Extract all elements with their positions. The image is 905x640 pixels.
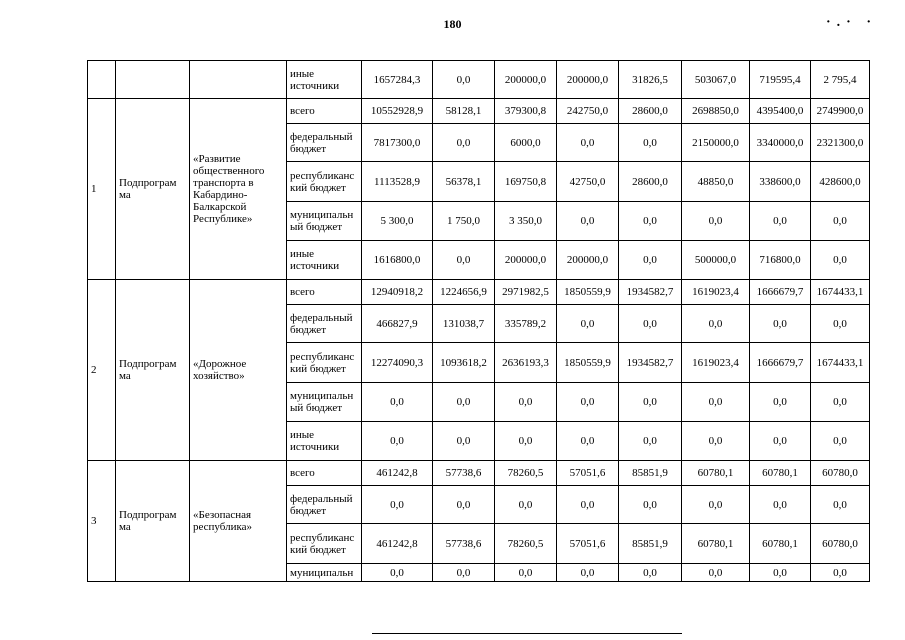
table-row <box>88 99 870 124</box>
budget-table <box>87 60 870 582</box>
value-cell: 200000,0 <box>557 61 619 99</box>
value-cell: 2698850,0 <box>682 99 750 124</box>
row-kind-text: Подпрограм ма <box>119 177 177 201</box>
value-cell: 57051,6 <box>557 524 619 564</box>
value-cell: 60780,1 <box>750 461 811 486</box>
funding-source: всего <box>287 99 362 124</box>
value-cell: 78260,5 <box>495 524 557 564</box>
value-cell: 0,0 <box>811 241 870 280</box>
value-cell: 0,0 <box>619 124 682 162</box>
value-cell: 200000,0 <box>495 61 557 99</box>
funding-source: муниципальн ый бюджет <box>287 202 362 241</box>
funding-source: всего <box>287 461 362 486</box>
subprogram-title <box>190 280 287 461</box>
value-cell: 0,0 <box>619 241 682 280</box>
value-cell: 0,0 <box>811 202 870 241</box>
value-cell: 1093618,2 <box>433 343 495 383</box>
value-cell: 1 750,0 <box>433 202 495 241</box>
row-index-text: 1 <box>91 183 97 195</box>
value-cell: 0,0 <box>433 383 495 422</box>
value-cell: 0,0 <box>682 564 750 582</box>
value-cell: 0,0 <box>811 305 870 343</box>
value-cell: 1674433,1 <box>811 280 870 305</box>
value-cell: 60780,0 <box>811 461 870 486</box>
value-cell: 1666679,7 <box>750 343 811 383</box>
value-cell: 31826,5 <box>619 61 682 99</box>
value-cell: 1934582,7 <box>619 343 682 383</box>
value-cell: 500000,0 <box>682 241 750 280</box>
value-cell: 719595,4 <box>750 61 811 99</box>
value-cell: 466827,9 <box>362 305 433 343</box>
value-cell: 3340000,0 <box>750 124 811 162</box>
value-cell: 0,0 <box>433 564 495 582</box>
value-cell: 0,0 <box>433 241 495 280</box>
value-cell: 48850,0 <box>682 162 750 202</box>
value-cell: 169750,8 <box>495 162 557 202</box>
value-cell: 12274090,3 <box>362 343 433 383</box>
scan-marks: ·.· · <box>826 15 878 30</box>
table-row <box>88 280 870 305</box>
value-cell: 60780,1 <box>682 461 750 486</box>
value-cell: 0,0 <box>682 383 750 422</box>
value-cell: 85851,9 <box>619 461 682 486</box>
subprogram-title <box>190 61 287 99</box>
value-cell: 2 795,4 <box>811 61 870 99</box>
row-kind <box>116 280 190 461</box>
row-index <box>88 61 116 99</box>
value-cell: 0,0 <box>682 422 750 461</box>
value-cell: 1674433,1 <box>811 343 870 383</box>
value-cell: 57738,6 <box>433 461 495 486</box>
value-cell: 1224656,9 <box>433 280 495 305</box>
subprogram-title-text: «Безопасная республика» <box>193 509 253 533</box>
subprogram-title <box>190 461 287 582</box>
row-index-text: 2 <box>91 364 97 376</box>
value-cell: 56378,1 <box>433 162 495 202</box>
row-kind <box>116 61 190 99</box>
value-cell: 0,0 <box>619 305 682 343</box>
row-index <box>88 280 116 461</box>
value-cell: 0,0 <box>811 486 870 524</box>
value-cell: 0,0 <box>433 422 495 461</box>
row-kind-text: Подпрограм ма <box>119 509 177 533</box>
value-cell: 379300,8 <box>495 99 557 124</box>
value-cell: 2971982,5 <box>495 280 557 305</box>
value-cell: 0,0 <box>750 383 811 422</box>
funding-source: федеральный бюджет <box>287 486 362 524</box>
value-cell: 242750,0 <box>557 99 619 124</box>
funding-source: всего <box>287 280 362 305</box>
value-cell: 0,0 <box>750 422 811 461</box>
funding-source: иные источники <box>287 241 362 280</box>
value-cell: 6000,0 <box>495 124 557 162</box>
funding-source: федеральный бюджет <box>287 305 362 343</box>
value-cell: 10552928,9 <box>362 99 433 124</box>
value-cell: 1619023,4 <box>682 343 750 383</box>
value-cell: 2749900,0 <box>811 99 870 124</box>
table-row <box>88 461 870 486</box>
footer-line <box>372 633 682 634</box>
value-cell: 461242,8 <box>362 524 433 564</box>
funding-source: иные источники <box>287 422 362 461</box>
value-cell: 0,0 <box>619 383 682 422</box>
subprogram-title-text: «Дорожное хозяйство» <box>193 358 247 382</box>
value-cell: 1850559,9 <box>557 343 619 383</box>
value-cell: 0,0 <box>433 124 495 162</box>
value-cell: 2150000,0 <box>682 124 750 162</box>
value-cell: 503067,0 <box>682 61 750 99</box>
value-cell: 0,0 <box>557 564 619 582</box>
value-cell: 200000,0 <box>557 241 619 280</box>
value-cell: 0,0 <box>433 486 495 524</box>
row-index-text: 3 <box>91 515 97 527</box>
subprogram-title-text: «Развитие общественного транспорта в Кабардино-Балкарской Республике» <box>193 153 265 225</box>
value-cell: 0,0 <box>433 61 495 99</box>
value-cell: 0,0 <box>557 124 619 162</box>
table-row <box>88 61 870 99</box>
value-cell: 0,0 <box>811 383 870 422</box>
value-cell: 0,0 <box>495 564 557 582</box>
funding-source: республиканс кий бюджет <box>287 524 362 564</box>
value-cell: 7817300,0 <box>362 124 433 162</box>
value-cell: 0,0 <box>495 422 557 461</box>
value-cell: 58128,1 <box>433 99 495 124</box>
value-cell: 1113528,9 <box>362 162 433 202</box>
row-kind <box>116 461 190 582</box>
value-cell: 0,0 <box>557 383 619 422</box>
value-cell: 0,0 <box>750 305 811 343</box>
value-cell: 0,0 <box>811 564 870 582</box>
value-cell: 0,0 <box>557 202 619 241</box>
funding-source: республиканс кий бюджет <box>287 343 362 383</box>
value-cell: 0,0 <box>362 486 433 524</box>
value-cell: 0,0 <box>557 486 619 524</box>
value-cell: 2636193,3 <box>495 343 557 383</box>
value-cell: 0,0 <box>619 202 682 241</box>
value-cell: 0,0 <box>362 383 433 422</box>
value-cell: 60780,1 <box>682 524 750 564</box>
value-cell: 42750,0 <box>557 162 619 202</box>
row-index <box>88 461 116 582</box>
value-cell: 3 350,0 <box>495 202 557 241</box>
value-cell: 338600,0 <box>750 162 811 202</box>
value-cell: 0,0 <box>619 422 682 461</box>
value-cell: 0,0 <box>557 422 619 461</box>
value-cell: 1619023,4 <box>682 280 750 305</box>
value-cell: 78260,5 <box>495 461 557 486</box>
value-cell: 0,0 <box>362 422 433 461</box>
value-cell: 0,0 <box>557 305 619 343</box>
row-index <box>88 99 116 280</box>
funding-source: федеральный бюджет <box>287 124 362 162</box>
row-kind <box>116 99 190 280</box>
value-cell: 0,0 <box>619 564 682 582</box>
value-cell: 1850559,9 <box>557 280 619 305</box>
value-cell: 716800,0 <box>750 241 811 280</box>
value-cell: 0,0 <box>495 383 557 422</box>
value-cell: 28600,0 <box>619 99 682 124</box>
value-cell: 0,0 <box>682 486 750 524</box>
value-cell: 0,0 <box>750 486 811 524</box>
value-cell: 12940918,2 <box>362 280 433 305</box>
funding-source: республиканс кий бюджет <box>287 162 362 202</box>
value-cell: 0,0 <box>750 564 811 582</box>
page-number: 180 <box>443 17 462 31</box>
value-cell: 0,0 <box>619 486 682 524</box>
value-cell: 1657284,3 <box>362 61 433 99</box>
value-cell: 2321300,0 <box>811 124 870 162</box>
value-cell: 0,0 <box>362 564 433 582</box>
value-cell: 0,0 <box>811 422 870 461</box>
value-cell: 57738,6 <box>433 524 495 564</box>
value-cell: 200000,0 <box>495 241 557 280</box>
funding-source: иные источники <box>287 61 362 99</box>
value-cell: 85851,9 <box>619 524 682 564</box>
value-cell: 131038,7 <box>433 305 495 343</box>
value-cell: 428600,0 <box>811 162 870 202</box>
value-cell: 0,0 <box>495 486 557 524</box>
funding-source: муниципальн <box>287 564 362 582</box>
value-cell: 60780,1 <box>750 524 811 564</box>
row-kind-text: Подпрограм ма <box>119 358 177 382</box>
value-cell: 1666679,7 <box>750 280 811 305</box>
value-cell: 0,0 <box>682 305 750 343</box>
value-cell: 0,0 <box>750 202 811 241</box>
value-cell: 4395400,0 <box>750 99 811 124</box>
funding-source: муниципальн ый бюджет <box>287 383 362 422</box>
value-cell: 1934582,7 <box>619 280 682 305</box>
value-cell: 1616800,0 <box>362 241 433 280</box>
value-cell: 5 300,0 <box>362 202 433 241</box>
value-cell: 28600,0 <box>619 162 682 202</box>
subprogram-title <box>190 99 287 280</box>
value-cell: 461242,8 <box>362 461 433 486</box>
value-cell: 0,0 <box>682 202 750 241</box>
value-cell: 57051,6 <box>557 461 619 486</box>
value-cell: 60780,0 <box>811 524 870 564</box>
value-cell: 335789,2 <box>495 305 557 343</box>
